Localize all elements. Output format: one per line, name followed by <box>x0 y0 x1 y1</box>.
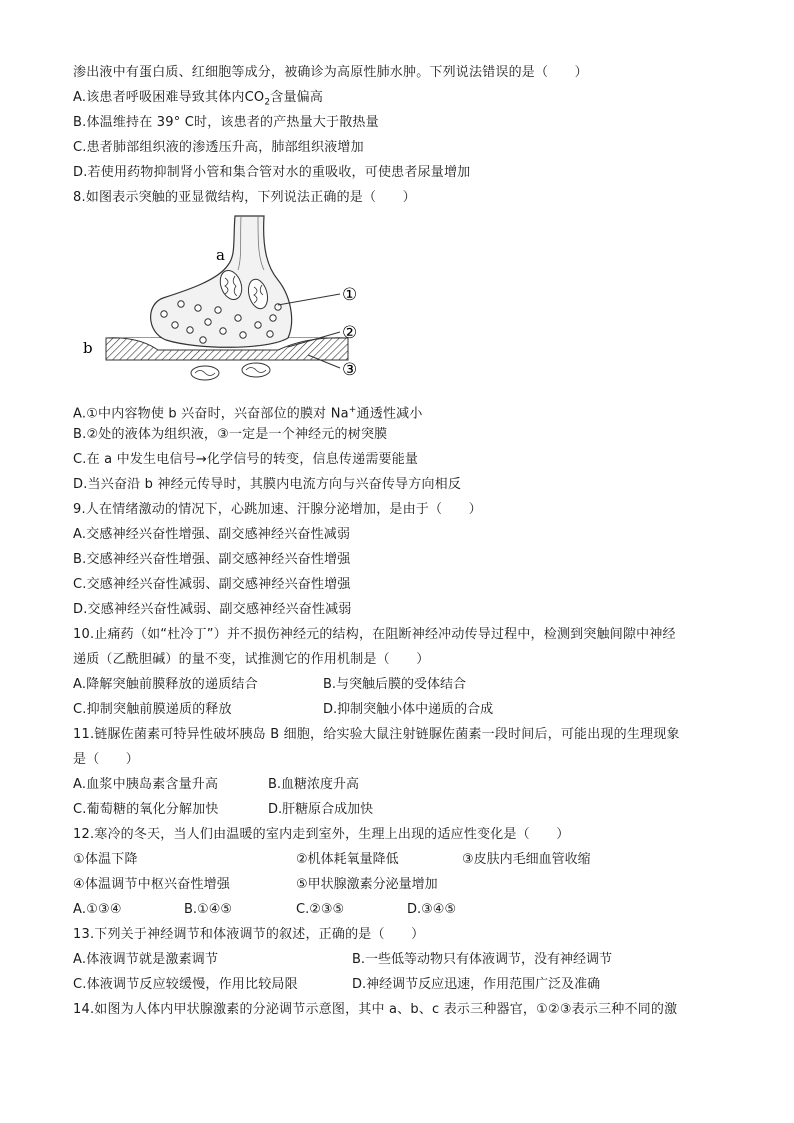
q13-option-c: C.体液调节反应较缓慢，作用比较局限 <box>73 977 298 992</box>
q8-option-d: D.当兴奋沿 b 神经元传导时，其膜内电流方向与兴奋传导方向相反 <box>73 477 462 492</box>
q10-stem-line2: 递质（乙酰胆碱）的量不变，试推测它的作用机制是（ ） <box>73 652 430 667</box>
q12-option-b: B.①④⑤ <box>184 902 233 917</box>
q9-stem: 9.人在情绪激动的情况下，心跳加速、汗腺分泌增加，是由于（ ） <box>73 502 482 517</box>
q11-option-d: D.肝糖原合成加快 <box>268 802 374 817</box>
label-a: a <box>216 246 225 264</box>
label-2: ② <box>342 323 358 343</box>
q7-stem-tail: 渗出液中有蛋白质、红细胞等成分，被确诊为高原性肺水肿。下列说法错误的是（ ） <box>73 65 588 80</box>
q7-option-b: B.体温维持在 39° C时，该患者的产热量大于散热量 <box>73 115 379 130</box>
q12-option-c: C.②③⑤ <box>296 902 345 917</box>
q13-option-b: B.一些低等动物只有体液调节，没有神经调节 <box>352 952 613 967</box>
q11-stem-line2: 是（ ） <box>73 752 140 767</box>
q9-option-b: B.交感神经兴奋性增强、副交感神经兴奋性增强 <box>73 552 351 567</box>
label-1: ① <box>342 285 358 305</box>
q12-stem: 12.寒冷的冬天，当人们由温暖的室内走到室外，生理上出现的适应性变化是（ ） <box>73 827 570 842</box>
q8-option-a: A.①中内容物使 b 兴奋时，兴奋部位的膜对 Na+通透性减小 <box>73 405 423 422</box>
q8-option-b: B.②处的液体为组织液，③一定是一个神经元的树突膜 <box>73 427 388 442</box>
q11-option-b: B.血糖浓度升高 <box>268 777 360 792</box>
q10-option-b: B.与突触后膜的受体结合 <box>323 677 467 692</box>
q12-item-5: ⑤甲状腺激素分泌量增加 <box>296 877 438 892</box>
q11-stem-line1: 11.链脲佐菌素可特异性破坏胰岛 B 细胞，给实验大鼠注射链脲佐菌素一段时间后，可能出现的生理现象 <box>73 727 680 742</box>
q9-option-d: D.交感神经兴奋性减弱、副交感神经兴奋性减弱 <box>73 602 352 617</box>
label-b: b <box>83 339 93 357</box>
q10-option-d: D.抑制突触小体中递质的合成 <box>323 702 494 717</box>
q12-item-4: ④体温调节中枢兴奋性增强 <box>73 877 231 892</box>
q8-option-c: C.在 a 中发生电信号→化学信号的转变，信息传递需要能量 <box>73 452 419 467</box>
q11-option-c: C.葡萄糖的氧化分解加快 <box>73 802 219 817</box>
synapse-diagram <box>78 210 398 400</box>
q13-option-a: A.体液调节就是激素调节 <box>73 952 219 967</box>
q7-option-d: D.若使用药物抑制肾小管和集合管对水的重吸收，可使患者尿量增加 <box>73 165 471 180</box>
q12-option-d: D.③④⑤ <box>407 902 457 917</box>
q12-option-a: A.①③④ <box>73 902 122 917</box>
q12-item-3: ③皮肤内毛细血管收缩 <box>462 852 591 867</box>
q13-stem: 13.下列关于神经调节和体液调节的叙述，正确的是（ ） <box>73 927 425 942</box>
q9-option-c: C.交感神经兴奋性减弱、副交感神经兴奋性增强 <box>73 577 351 592</box>
label-3: ③ <box>342 360 358 380</box>
q8-stem: 8.如图表示突触的亚显微结构，下列说法正确的是（ ） <box>73 190 416 205</box>
q9-option-a: A.交感神经兴奋性增强、副交感神经兴奋性减弱 <box>73 527 351 542</box>
q11-option-a: A.血浆中胰岛素含量升高 <box>73 777 219 792</box>
q7-option-a: A.该患者呼吸困难导致其体内$CO_2$含量偏高 <box>73 90 324 108</box>
q14-stem: 14.如图为人体内甲状腺激素的分泌调节示意图，其中 a、b、c 表示三种器官，①②③表示三种不同的激 <box>73 1002 678 1017</box>
q10-option-a: A.降解突触前膜释放的递质结合 <box>73 677 258 692</box>
q7-option-c: C.患者肺部组织液的渗透压升高，肺部组织液增加 <box>73 140 364 155</box>
q10-stem-line1: 10.止痛药（如“杜冷丁”）并不损伤神经元的结构，在阻断神经冲动传导过程中，检测到突触间隙中神经 <box>73 627 676 642</box>
q13-option-d: D.神经调节反应迅速，作用范围广泛及准确 <box>352 977 601 992</box>
q12-item-1: ①体温下降 <box>73 852 138 867</box>
q10-option-c: C.抑制突触前膜递质的释放 <box>73 702 232 717</box>
q12-item-2: ②机体耗氧量降低 <box>296 852 399 867</box>
